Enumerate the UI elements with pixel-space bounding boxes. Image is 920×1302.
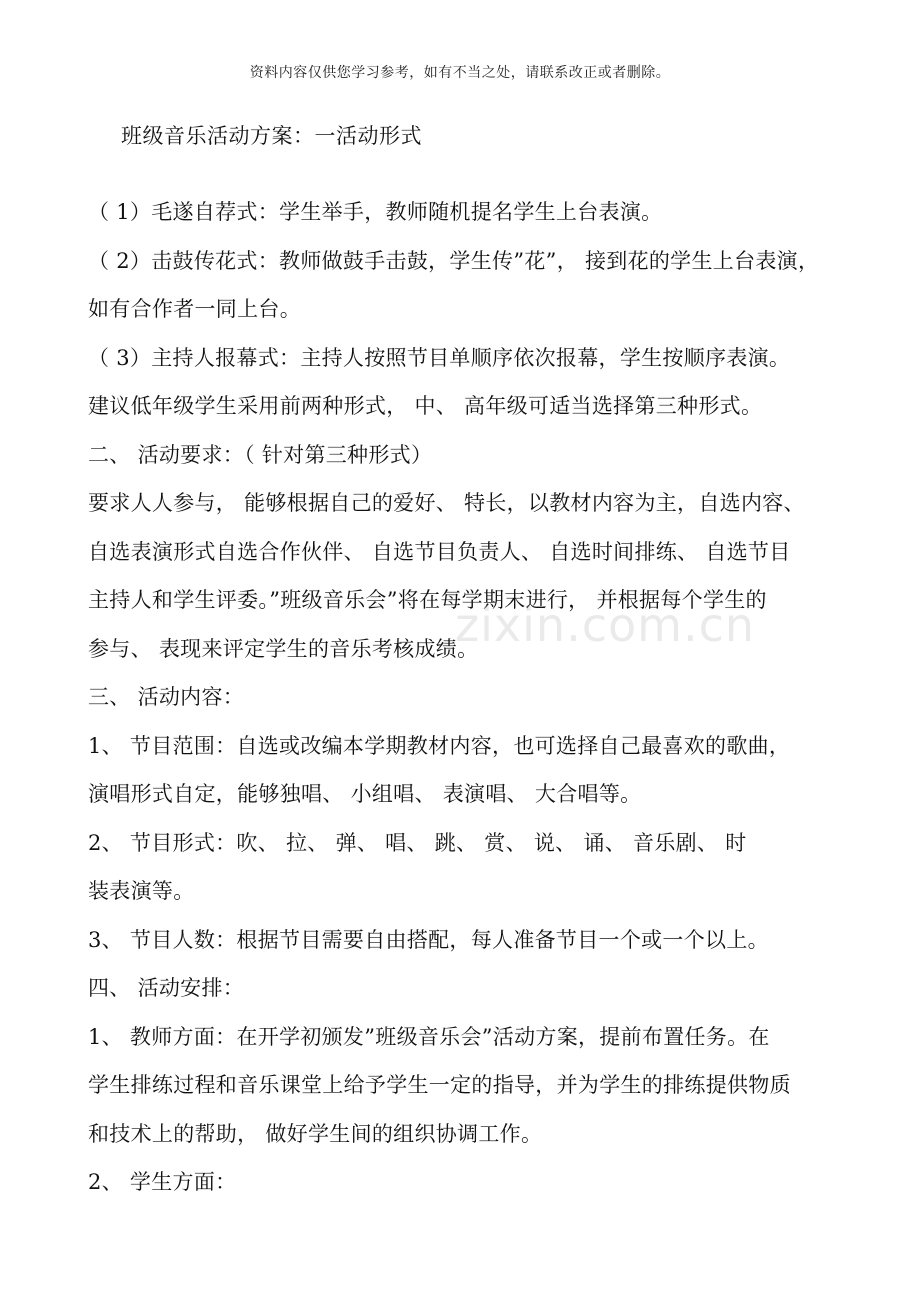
body-line: 主持人和学生评委。”班级音乐会”将在每学期末进行， 并根据每个学生的: [88, 588, 767, 612]
body-line: 1、 教师方面：在开学初颁发”班级音乐会”活动方案，提前布置任务。在: [88, 1024, 770, 1049]
watermark-text: zixin.com.cn: [455, 598, 756, 652]
body-line: 如有合作者一同上台。: [88, 297, 301, 321]
body-line: （ 1）毛遂自荐式：学生举手，教师随机提名学生上台表演。: [88, 200, 663, 224]
body-line: 装表演等。: [88, 879, 195, 903]
body-line: （ 2）击鼓传花式：教师做鼓手击鼓，学生传”花”， 接到花的学生上台表演，: [88, 248, 820, 273]
body-line: 建议低年级学生采用前两种形式， 中、 高年级可适当选择第三种形式。: [88, 394, 763, 418]
section-heading: 二、 活动要求：（ 针对第三种形式）: [88, 442, 433, 467]
body-line: 学生排练过程和音乐课堂上给予学生一定的指导，并为学生的排练提供物质: [88, 1073, 791, 1097]
body-line: 和技术上的帮助， 做好学生间的组织协调工作。: [88, 1121, 543, 1146]
section-heading: 三、 活动内容：: [88, 685, 245, 709]
body-line: 3、 节目人数：根据节目需要自由搭配，每人准备节目一个或一个以上。: [88, 927, 769, 952]
body-line: （ 3）主持人报幕式：主持人按照节目单顺序依次报幕，学生按顺序表演。: [88, 345, 791, 370]
body-line: 要求人人参与， 能够根据自己的爱好、 特长，以教材内容为主，自选内容、: [88, 491, 805, 515]
body-line: 2、 学生方面：: [88, 1170, 237, 1194]
body-line: 参与、 表现来评定学生的音乐考核成绩。: [88, 636, 479, 661]
body-line: 自选表演形式自选合作伙伴、 自选节目负责人、 自选时间排练、 自选节目: [88, 539, 791, 564]
document-body: [88, 188, 858, 1207]
body-line: 2、 节目形式：吹、 拉、 弹、 唱、 跳、 赏、 说、 诵、 音乐剧、 时: [88, 830, 747, 855]
document-title: 班级音乐活动方案：一活动形式: [121, 124, 422, 148]
section-heading: 四、 活动安排：: [88, 976, 245, 1000]
body-line: 演唱形式自定，能够独唱、 小组唱、 表演唱、 大合唱等。: [88, 782, 642, 806]
page-header-note: 资料内容仅供您学习参考，如有不当之处，请联系改正或者删除。: [249, 65, 671, 81]
body-line: 1、 节目范围：自选或改编本学期教材内容，也可选择自己最喜欢的歌曲，: [88, 733, 791, 758]
